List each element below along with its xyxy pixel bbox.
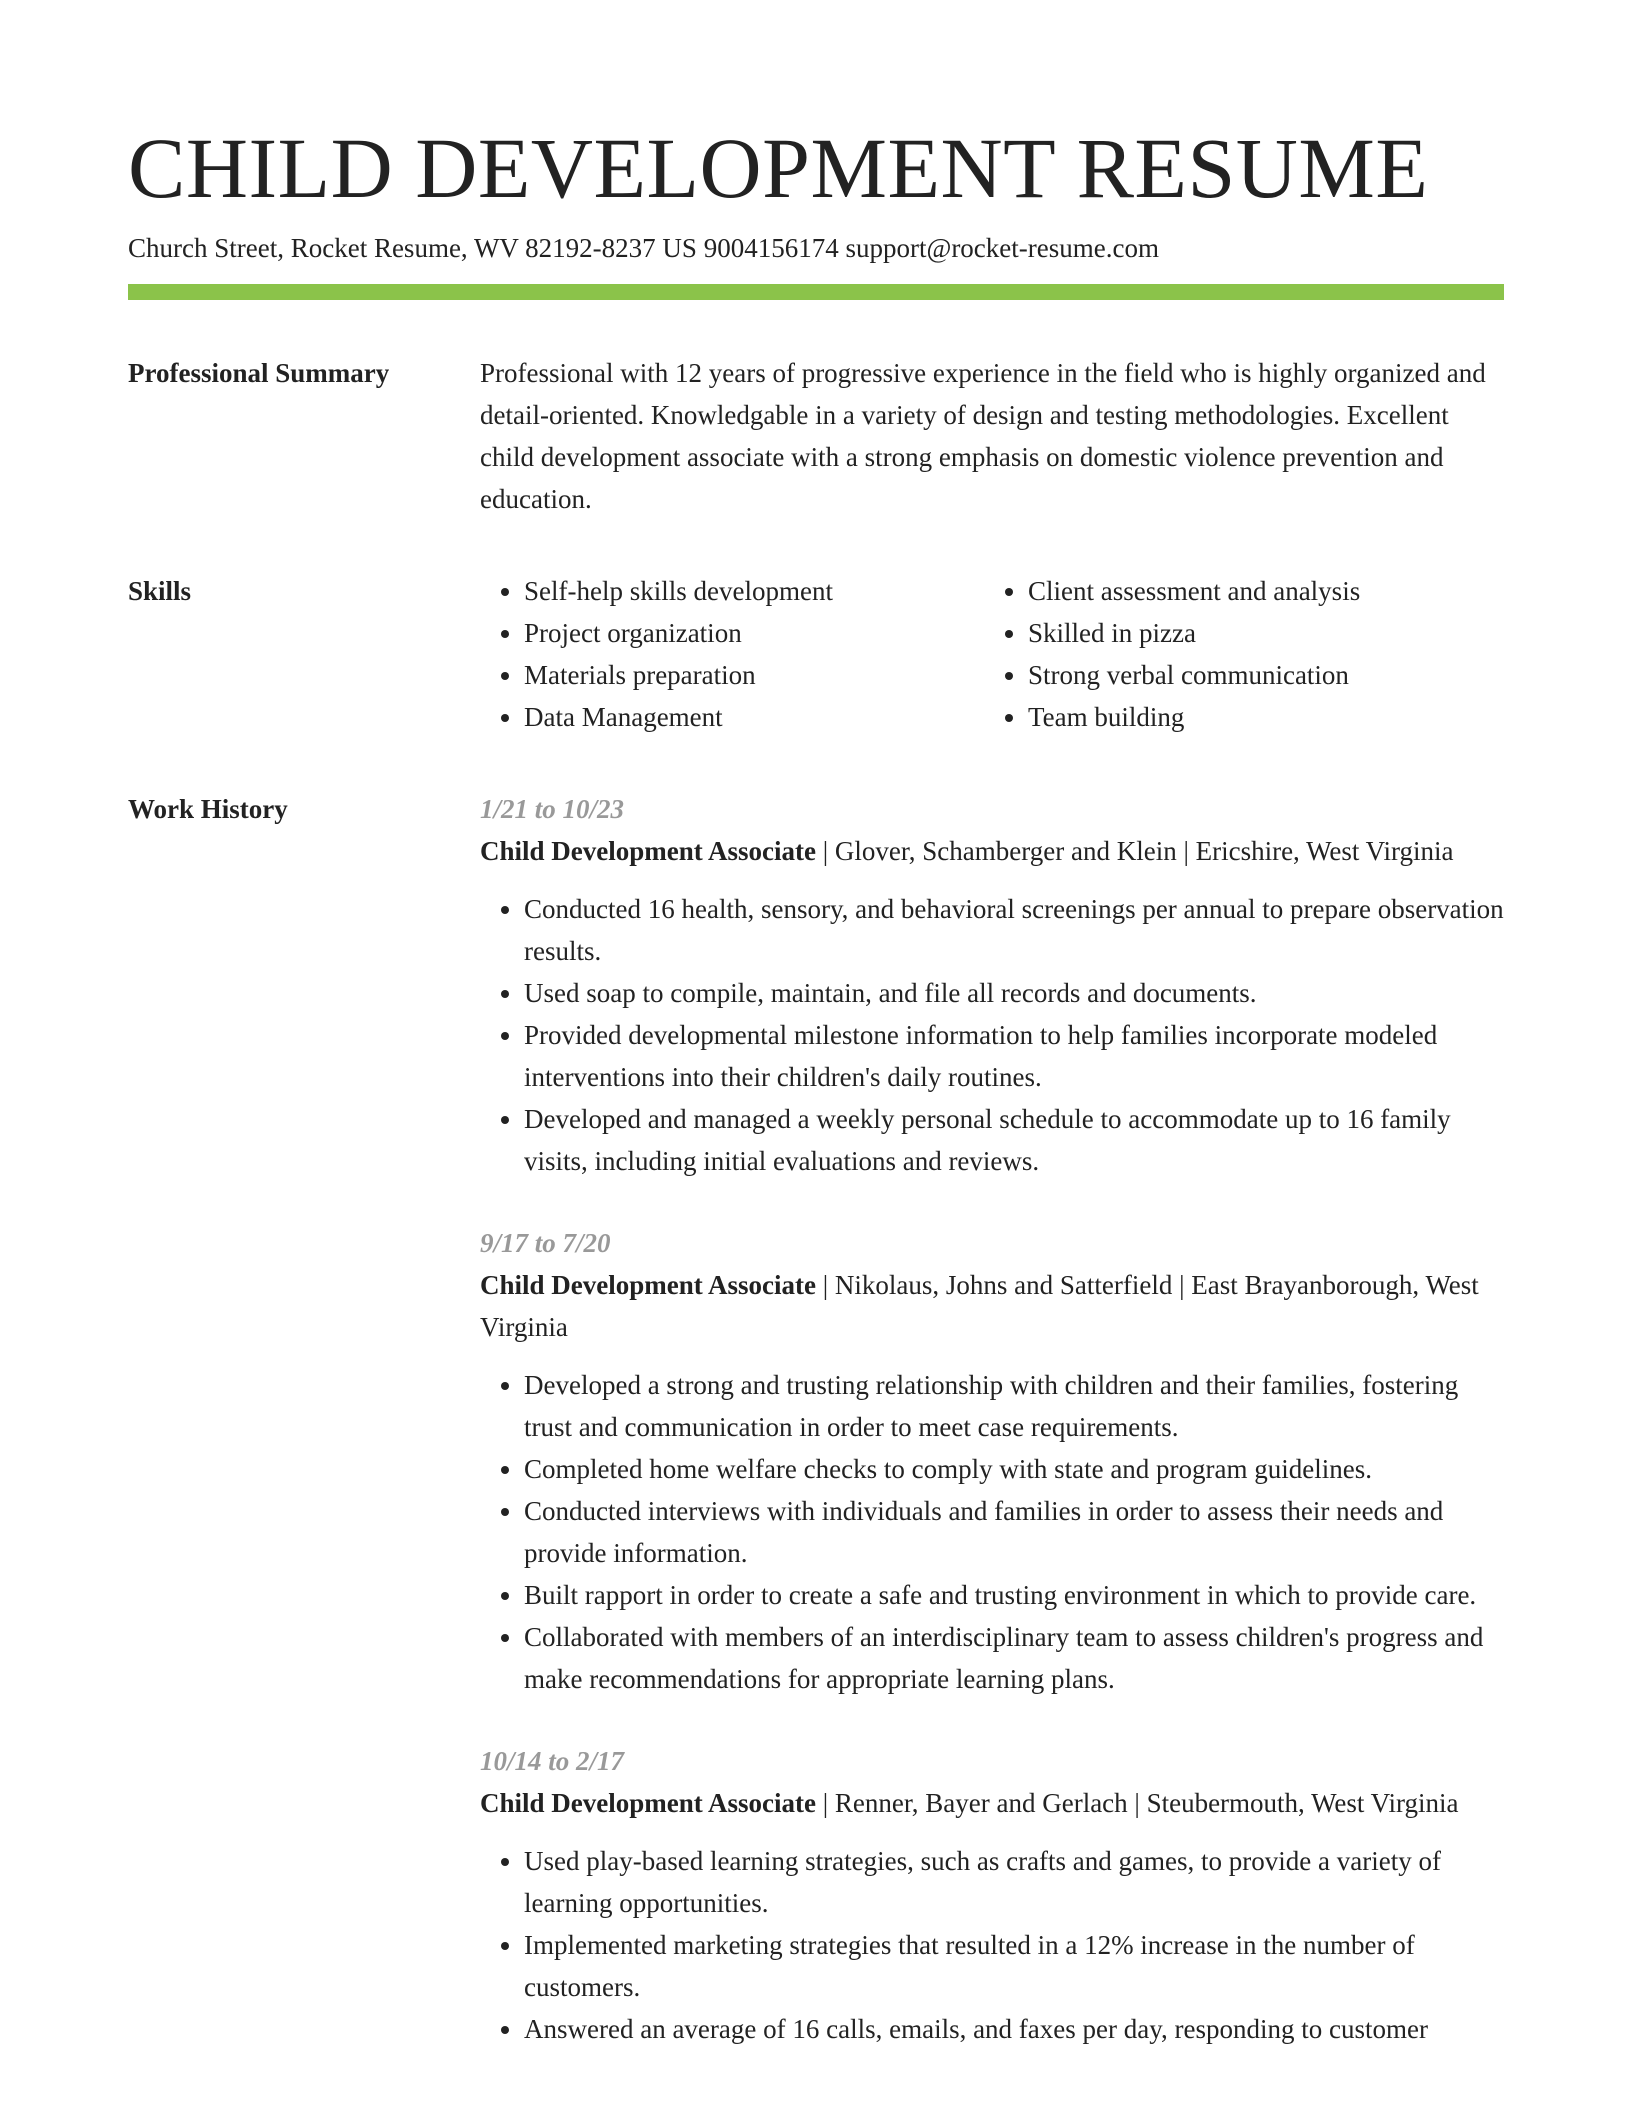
job-entry bbox=[480, 788, 1504, 1182]
job-duty: • Developed a strong and trusting relationship with children and their families, fostering trust and communication in order to meet case requirements. bbox=[524, 1364, 1504, 1448]
job-duty: • Used play-based learning strategies, such as crafts and games, to provide a variety of learning opportunities. bbox=[524, 1840, 1504, 1924]
skills-list bbox=[480, 570, 1504, 738]
work-history-heading: Work History bbox=[128, 794, 288, 824]
skill-item: • Team building bbox=[1028, 696, 1360, 738]
skills-column-left bbox=[480, 570, 984, 738]
contact-address: Church Street, Rocket Resume, WV 82192-8237 US bbox=[128, 233, 697, 263]
skill-item: • Materials preparation bbox=[524, 654, 984, 696]
job-heading bbox=[480, 830, 1504, 872]
skill-item: • Skilled in pizza bbox=[1028, 612, 1360, 654]
job-dates: 1/21 to 10/23 bbox=[480, 794, 625, 824]
job-duty: • Conducted 16 health, sensory, and behavioral screenings per annual to prepare observation results. bbox=[524, 888, 1504, 972]
skill-item: • Project organization bbox=[524, 612, 984, 654]
job-heading bbox=[480, 1782, 1504, 1824]
job-entry bbox=[480, 1222, 1504, 1700]
job-employer-location: | Renner, Bayer and Gerlach | Steubermouth, West Virginia bbox=[815, 1788, 1459, 1818]
job-duty: • Answered an average of 16 calls, emails, and faxes per day, responding to customer bbox=[524, 2008, 1504, 2050]
skill-item: • Data Management bbox=[524, 696, 984, 738]
job-duty: • Built rapport in order to create a safe and trusting environment in which to provide care. bbox=[524, 1574, 1504, 1616]
summary-section bbox=[128, 352, 1504, 520]
job-heading bbox=[480, 1264, 1504, 1348]
job-title: Child Development Associate bbox=[480, 836, 816, 866]
header-divider bbox=[128, 284, 1504, 300]
resume-page bbox=[128, 118, 1504, 2090]
skills-column-right bbox=[984, 570, 1360, 738]
summary-text: Professional with 12 years of progressive experience in the field who is highly organized and detail-oriented. Knowledgable in a variety of design and testing methodologies. Excellent child development associate with a strong emphasis on domestic violence prevention and education. bbox=[480, 358, 1486, 514]
skill-item: • Strong verbal communication bbox=[1028, 654, 1360, 696]
contact-email[interactable]: support@rocket-resume.com bbox=[845, 233, 1159, 263]
skill-item: • Client assessment and analysis bbox=[1028, 570, 1360, 612]
contact-line bbox=[128, 230, 1504, 266]
job-duty: • Completed home welfare checks to comply with state and program guidelines. bbox=[524, 1448, 1504, 1490]
resume-title: CHILD DEVELOPMENT RESUME bbox=[128, 120, 1429, 216]
job-duties bbox=[480, 1364, 1504, 1700]
job-duty: • Used soap to compile, maintain, and file all records and documents. bbox=[524, 972, 1504, 1014]
work-history-section bbox=[128, 788, 1504, 2090]
job-employer-location: | Glover, Schamberger and Klein | Ericshire, West Virginia bbox=[815, 836, 1454, 866]
contact-phone: 9004156174 bbox=[703, 233, 839, 263]
job-duty: • Collaborated with members of an interdisciplinary team to assess children's progress and make recommendations for appropriate learning plans. bbox=[524, 1616, 1504, 1700]
job-duty: • Provided developmental milestone information to help families incorporate modeled interventions into their children's daily routines. bbox=[524, 1014, 1504, 1098]
job-duties bbox=[480, 888, 1504, 1182]
skills-heading: Skills bbox=[128, 576, 192, 606]
skill-item: • Self-help skills development bbox=[524, 570, 984, 612]
skills-section bbox=[128, 570, 1504, 738]
summary-heading: Professional Summary bbox=[128, 358, 390, 388]
job-duty: • Developed and managed a weekly personal schedule to accommodate up to 16 family visits, including initial evaluations and reviews. bbox=[524, 1098, 1504, 1182]
job-employer-location: | Nikolaus, Johns and Satterfield | East Brayanborough, West Virginia bbox=[480, 1270, 1479, 1342]
job-dates: 10/14 to 2/17 bbox=[480, 1746, 625, 1776]
job-duties bbox=[480, 1840, 1504, 2050]
job-duty: • Conducted interviews with individuals and families in order to assess their needs and provide information. bbox=[524, 1490, 1504, 1574]
job-entry bbox=[480, 1740, 1504, 2050]
job-title: Child Development Associate bbox=[480, 1270, 816, 1300]
job-duty: • Implemented marketing strategies that resulted in a 12% increase in the number of customers. bbox=[524, 1924, 1504, 2008]
job-title: Child Development Associate bbox=[480, 1788, 816, 1818]
job-dates: 9/17 to 7/20 bbox=[480, 1228, 611, 1258]
